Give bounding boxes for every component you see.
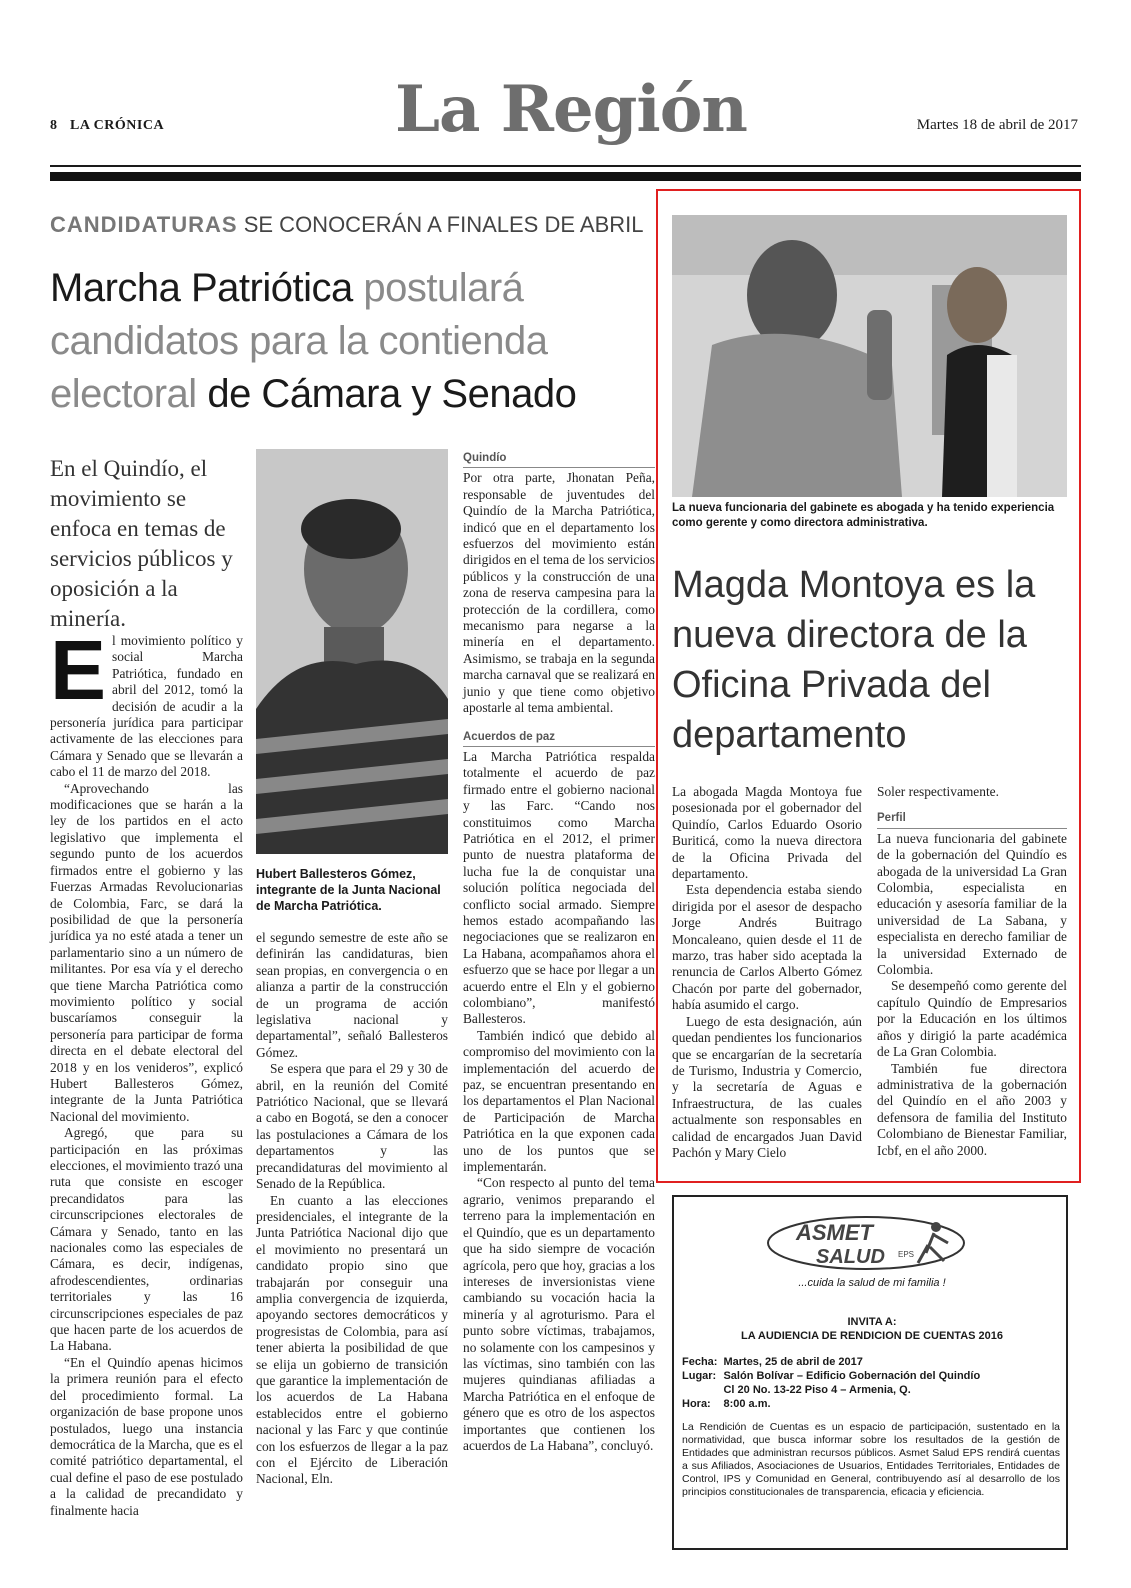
paragraph: La nueva funcionaria del gabinete de la gobernación del Quindío es abogada de la universidad La Gran Colombia, especialista en educación y asesoría familiar de la universidad de La Sabana, y especialista en derecho familiar de la universidad Externado de Colombia. <box>877 830 1067 978</box>
paragraph: La Marcha Patriótica respalda totalmente el acuerdo de paz firmado entre el gobierno nacional y las Farc. “Cando nos constituimos como Marcha Patriótica en el 2012, el primer punto de nuestra plataforma de lucha fue la de conquistar una solución política negociada del conflicto social armado. Siempre hemos estado acompañando las negociaciones que se realizaron en La Habana, acompañamos ahora el esfuerzo que se hace por llegar a un acuerdo entre el Eln y el gobierno colombiano”, manifestó Ballesteros. <box>463 748 655 1027</box>
subhead-acuerdos: Acuerdos de paz <box>463 729 655 747</box>
paragraph: Se espera que para el 29 y 30 de abril, en la reunión del Comité Patriótico Nacional, que se llevará a cabo en Bogotá, se den a conocer las postulaciones a Cámara de los departamentos y las precandidaturas del movimiento al Senado de la República. <box>256 1061 448 1192</box>
kicker <box>50 212 644 238</box>
oath-photo <box>672 215 1067 497</box>
logo-text-salud: SALUD <box>816 1246 885 1268</box>
detail-label: Fecha: <box>682 1356 718 1368</box>
detail-value: Salón Bolívar – Edificio Gobernación del Quindío <box>723 1370 981 1382</box>
article-column-2 <box>256 930 448 1488</box>
portrait-illustration <box>256 449 448 854</box>
ad-invitation <box>674 1315 1070 1343</box>
lead-paragraph: En el Quindío, el movimiento se enfoca en temas de servicios públicos y oposición a la minería. <box>50 456 233 631</box>
paragraph: Se desempeñó como gerente del capítulo Quindío de Empresarios por la Educación en los últimos años y dirigió la parte académica de La Gran Colombia. <box>877 978 1067 1060</box>
paragraph: Por otra parte, Jhonatan Peña, responsable de juventudes del Quindío de la Marcha Patriótica, indicó que en el departamento los esfuerzos del movimiento están dirigidos en el tema de los servicios públicos y la construcción de una zona de reserva campesina para la protección de la cordillera, como mecanismo para negarse a la minería en el departamento. Asimismo, se trabaja en la segunda marcha carnaval que se realizará en junio y que tiene como objetivo apostarle al tema ambiental. <box>463 470 655 716</box>
masthead-rule <box>50 165 1081 167</box>
paragraph: La abogada Magda Montoya fue posesionada por el gobernador del Quindío, Carlos Eduardo Osorio Buriticá, como la nueva directora de la Oficina Privada del departamento. <box>672 784 862 882</box>
logo-text-asmet: ASMET <box>796 1220 873 1245</box>
oath-photo-caption: La nueva funcionaria del gabinete es abogada y ha tenido experiencia como gerente y como directora administrativa. <box>672 502 1055 529</box>
detail-value: Martes, 25 de abril de 2017 <box>723 1356 863 1368</box>
article-column-1 <box>50 623 243 1519</box>
subhead-quindio: Quindío <box>463 450 655 468</box>
ad-description: La Rendición de Cuentas es un espacio de participación, sustentado en la normatividad, que busca informar sobre los resultados de la gestión de Entidades que administran recursos públicos. Asmet Salud EPS rendirá cuentas a sus Afiliados, Asociaciones de Usuarios, Entidades Territoriales, Entidades de Control, IPS y Comunidad en General, contribuyendo así al desarrollo de los principios constitucionales de transparencia, eficacia y eficiencia. <box>682 1421 1060 1498</box>
article-column-3 <box>463 450 655 1454</box>
portrait-caption: Hubert Ballesteros Gómez, integrante de la Junta Nacional de Marcha Patriótica. <box>256 867 441 913</box>
detail-row <box>682 1369 986 1383</box>
portrait-photo <box>256 449 448 854</box>
section-title: La Región <box>395 72 747 147</box>
paragraph: “En el Quindío apenas hicimos la primera reunión para el efecto del procedimiento formal. La organización de base propone unos postulados, luego una instancia democrática de la Marcha, que es el comité patriótico departamental, el cual define el paso de ese postulado a la calidad de precandidato y finalmente hacia <box>50 1354 243 1518</box>
paragraph-text: l movimiento político y social Marcha Patriótica, fundado en abril del 2012, tomó la decisión de acudir a la personería jurídica para participar activamente de las elecciones para Cámara y Senado que se llevarán a cabo el 11 de marzo del 2018. <box>50 633 243 780</box>
side-headline: Magda Montoya es la nueva directora de la Oficina Privada del departamento <box>672 564 1036 756</box>
logo-text-eps: EPS <box>898 1250 915 1259</box>
masthead-bar <box>50 172 1081 181</box>
logo-graphic <box>766 1213 976 1271</box>
detail-label: Hora: <box>682 1398 711 1410</box>
detail-label <box>682 1383 723 1397</box>
subhead-perfil: Perfil <box>877 810 1067 828</box>
paragraph: el segundo semestre de este año se definirán las candidaturas, bien sean propias, en convergencia o en alianza a partir de la construcción de un programa de acción legislativa nacional y departamental”, señaló Ballesteros Gómez. <box>256 930 448 1060</box>
issue-date: Martes 18 de abril de 2017 <box>916 117 1078 133</box>
publication-name: LA CRÓNICA <box>70 118 165 133</box>
paragraph: En cuanto a las elecciones presidenciales, el integrante de la Junta Patriótica Nacional dijo que el movimiento no presentará un candidato propio sino que trabajarán por conseguir una amplia convergencia de izquierda, apoyando sectores democráticos y progresistas de Colombia, para así tener abierta la posibilidad de que se elija un gobierno de transición que garantice la implementación de los acuerdos de La Habana establecidos entre el gobierno nacional y las Farc y que continúe con los esfuerzos de llegar a la paz con el Ejército de Liberación Nacional, Eln. <box>256 1192 448 1487</box>
event-name: LA AUDIENCIA DE RENDICION DE CUENTAS 2016 <box>741 1330 1003 1342</box>
invita-label: INVITA A: <box>847 1316 897 1328</box>
advertisement <box>672 1195 1068 1550</box>
paragraph <box>50 623 243 781</box>
event-details <box>682 1355 986 1411</box>
ad-tagline: ...cuida la salud de mi familia ! <box>798 1277 946 1289</box>
kicker-bold: CANDIDATURAS <box>50 212 238 237</box>
paragraph: Esta dependencia estaba siendo dirigida por el asesor de despacho Jorge Andrés Buitrago Moncaleano, quien desde el 11 de marzo, tras haber sido aceptada la renuncia de Carlos Alberto Gómez Chacón por parte del gobernador, había asumido el cargo. <box>672 882 862 1013</box>
detail-row <box>682 1383 986 1397</box>
detail-row <box>682 1355 986 1369</box>
kicker-rest: SE CONOCERÁN A FINALES DE ABRIL <box>243 212 644 237</box>
main-headline <box>50 262 670 421</box>
detail-value: Cl 20 No. 13-22 Piso 4 – Armenia, Q. <box>723 1384 911 1396</box>
paragraph: También indicó que debido al compromiso del movimiento con la implementación del acuerdo de paz, se encuentran presentando en los departamentos el Plan Nacional de Participación de Marcha Patriótica en la que exponen cada uno de los puntos que se implementarán. <box>463 1027 655 1175</box>
detail-row <box>682 1397 986 1411</box>
paragraph: “Con respecto al punto del tema agrario, venimos preparando el terreno para la implementación en el Quindío, que es un departamento que ha sido siempre de vocación agrícola, pero que hoy, gracias a los intereses de inversionistas viene cambiando su vocación hacia la minería y al agroturismo. Para el punto sobre víctimas, trabajamos, no solamente con los campesinos y las víctimas, sino también con las mujeres quindianas afiliadas a Marcha Patriótica en el enfoque de género que es otro de los aspectos importantes que contienen los acuerdos de La Habana”, concluyó. <box>463 1175 655 1453</box>
paragraph: Luego de esta designación, aún quedan pendientes los funcionarios que se encargarían de la secretaría de Turismo, Industria y Comercio, y la secretaría de Aguas e Infraestructura, de las cuales actualmente son responsables en calidad de encargados Juan David Pachón y Mary Cielo <box>672 1013 862 1160</box>
side-column-2 <box>877 784 1067 1159</box>
paragraph: Soler respectivamente. <box>877 784 999 799</box>
asmet-logo <box>766 1213 976 1271</box>
paragraph: Agregó, que para su participación en las próximas elecciones, el movimiento trazó una ruta que consiste en escoger precandidatos para las circunscripciones electorales de Cámara y Senado, tanto en las nacionales como las especiales de Cámara, es decir, indígenas, afrodescendientes, ordinarias territoriales y las 16 circunscripciones especiales de paz que hacen parte de los acuerdos de La Habana. <box>50 1125 243 1354</box>
detail-value: 8:00 a.m. <box>723 1398 771 1410</box>
side-column-1 <box>672 784 862 1161</box>
headline-part-1: Marcha Patriótica <box>50 266 353 310</box>
paragraph: “Aprovechando las modificaciones que se harán a la ley de los partidos en el acto legislativo que implementa el segundo punto de los acuerdos firmados entre el gobierno y las Fuerzas Armadas Revolucionarias de Colombia, Farc, se dará la posibilidad de que la personería jurídica ya no esté atada a tener un parlamentario sino a un número de militantes. Por esa vía y el derecho que tiene Marcha Patriótica como movimiento político y social buscaríamos conseguir la personería para participar de forma directa en el debate electoral del 2018 y en los venideros”, explicó Hubert Ballesteros Gómez, integrante de la Junta Patriótica Nacional del movimiento. <box>50 780 243 1124</box>
oath-illustration <box>672 215 1067 497</box>
headline-part-3: de Cámara y Senado <box>207 372 577 416</box>
dropcap: E <box>50 623 107 717</box>
paragraph: También fue directora administrativa de la gobernación del Quindío en el año 2003 y defensora de familia del Instituto Colombiano de Bienestar Familiar, Icbf, en el año 2000. <box>877 1060 1067 1158</box>
headline-part-2: postulará candidatos para la contienda electoral <box>50 266 548 416</box>
detail-label: Lugar: <box>682 1370 717 1382</box>
page-number: 8 <box>50 118 57 133</box>
